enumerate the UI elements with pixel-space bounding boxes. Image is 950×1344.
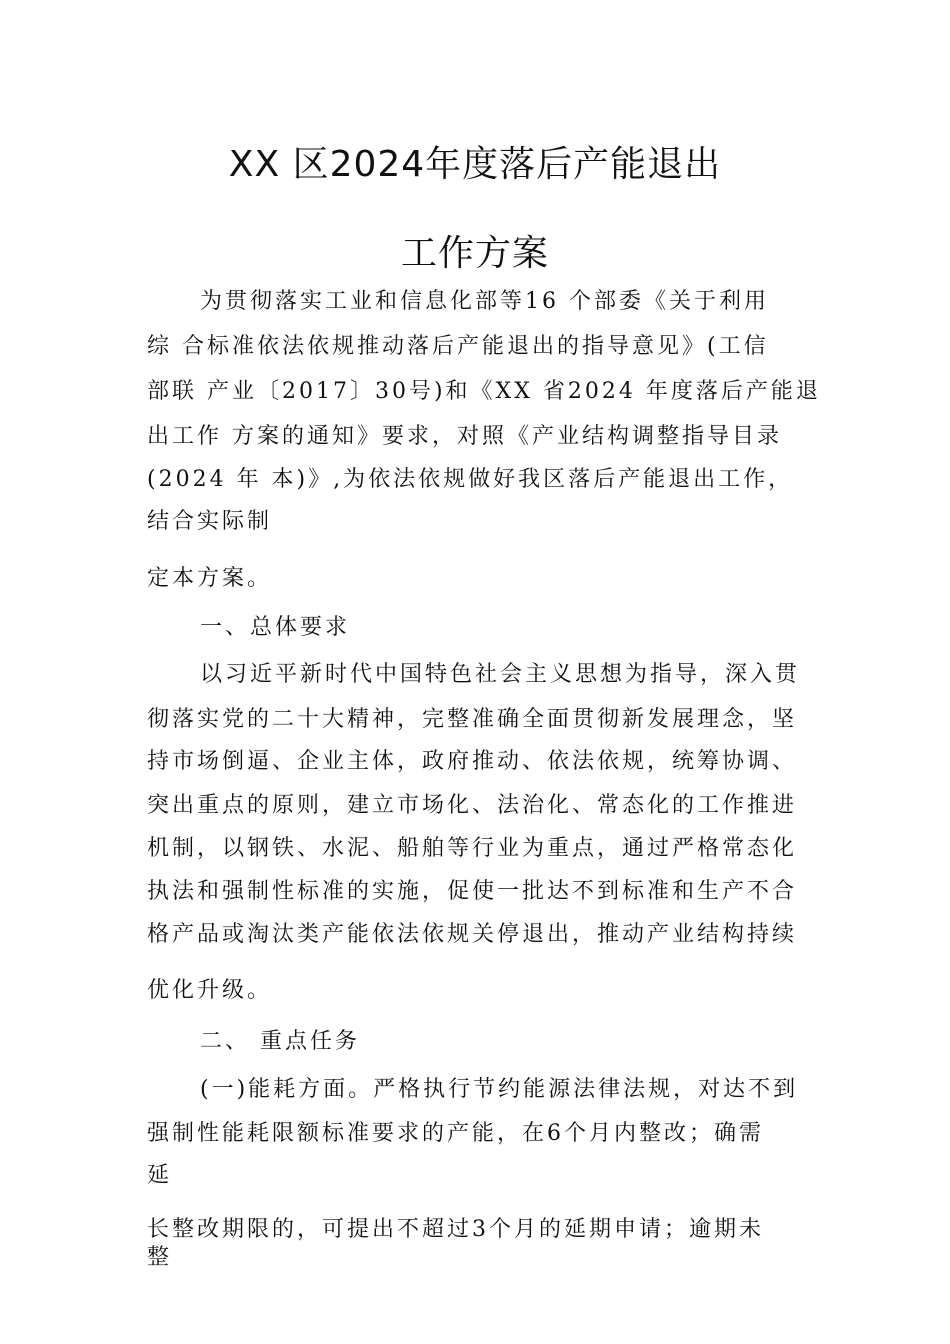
body-line: 优化升级。 [147,978,273,1003]
document-title-line-1: XX 区2024年度落后产能退出 [228,144,722,185]
document-title-line-2: 工作方案 [400,233,549,274]
body-line: 突出重点的原则，建立市场化、法治化、常态化的工作推进 [147,793,798,818]
body-line: 持市场倒逼、企业主体，政府推动、依法依规，统筹协调、 [147,749,798,774]
body-line: 长整改期限的，可提出不超过3个月的延期申请；逾期未 [147,1217,764,1242]
body-line: 以习近平新时代中国特色社会主义思想为指导，深入贯 [200,662,801,687]
body-line: 格产品或淘汰类产能依法依规关停退出，推动产业结构持续 [147,922,798,947]
body-line: 执法和强制性标准的实施，促使一批达不到标准和生产不合 [147,879,798,904]
intro-line: (2024 年 本)》,为依法依规做好我区落后产能退出工作， [147,467,794,492]
body-line: 彻落实党的二十大精神，完整准确全面贯彻新发展理念，坚 [147,707,798,732]
body-line: 延 [147,1163,173,1188]
intro-line: 为贯彻落实工业和信息化部等16 个部委《关于利用 [200,289,769,314]
section-heading: 一、总体要求 [200,615,351,640]
intro-line: 部联 产业〔2017〕30号)和《XX 省2024 年度落后产能退 [147,379,821,404]
intro-line: 结合实际制 [147,509,273,534]
section-heading: 二、 重点任务 [200,1029,360,1054]
body-line: 机制，以钢铁、水泥、船舶等行业为重点，通过严格常态化 [147,836,798,861]
intro-line: 综 合标准依法依规推动落后产能退出的指导意见》(工信 [147,334,769,359]
body-line: 整 [147,1245,173,1270]
body-line: 强制性能耗限额标准要求的产能，在6个月内整改；确需 [147,1121,764,1146]
body-line: (一)能耗方面。严格执行节约能源法律法规，对达不到 [200,1077,799,1102]
intro-line: 出工作 方案的通知》要求，对照《产业结构调整指导目录 [147,424,782,449]
intro-line: 定本方案。 [147,566,273,591]
